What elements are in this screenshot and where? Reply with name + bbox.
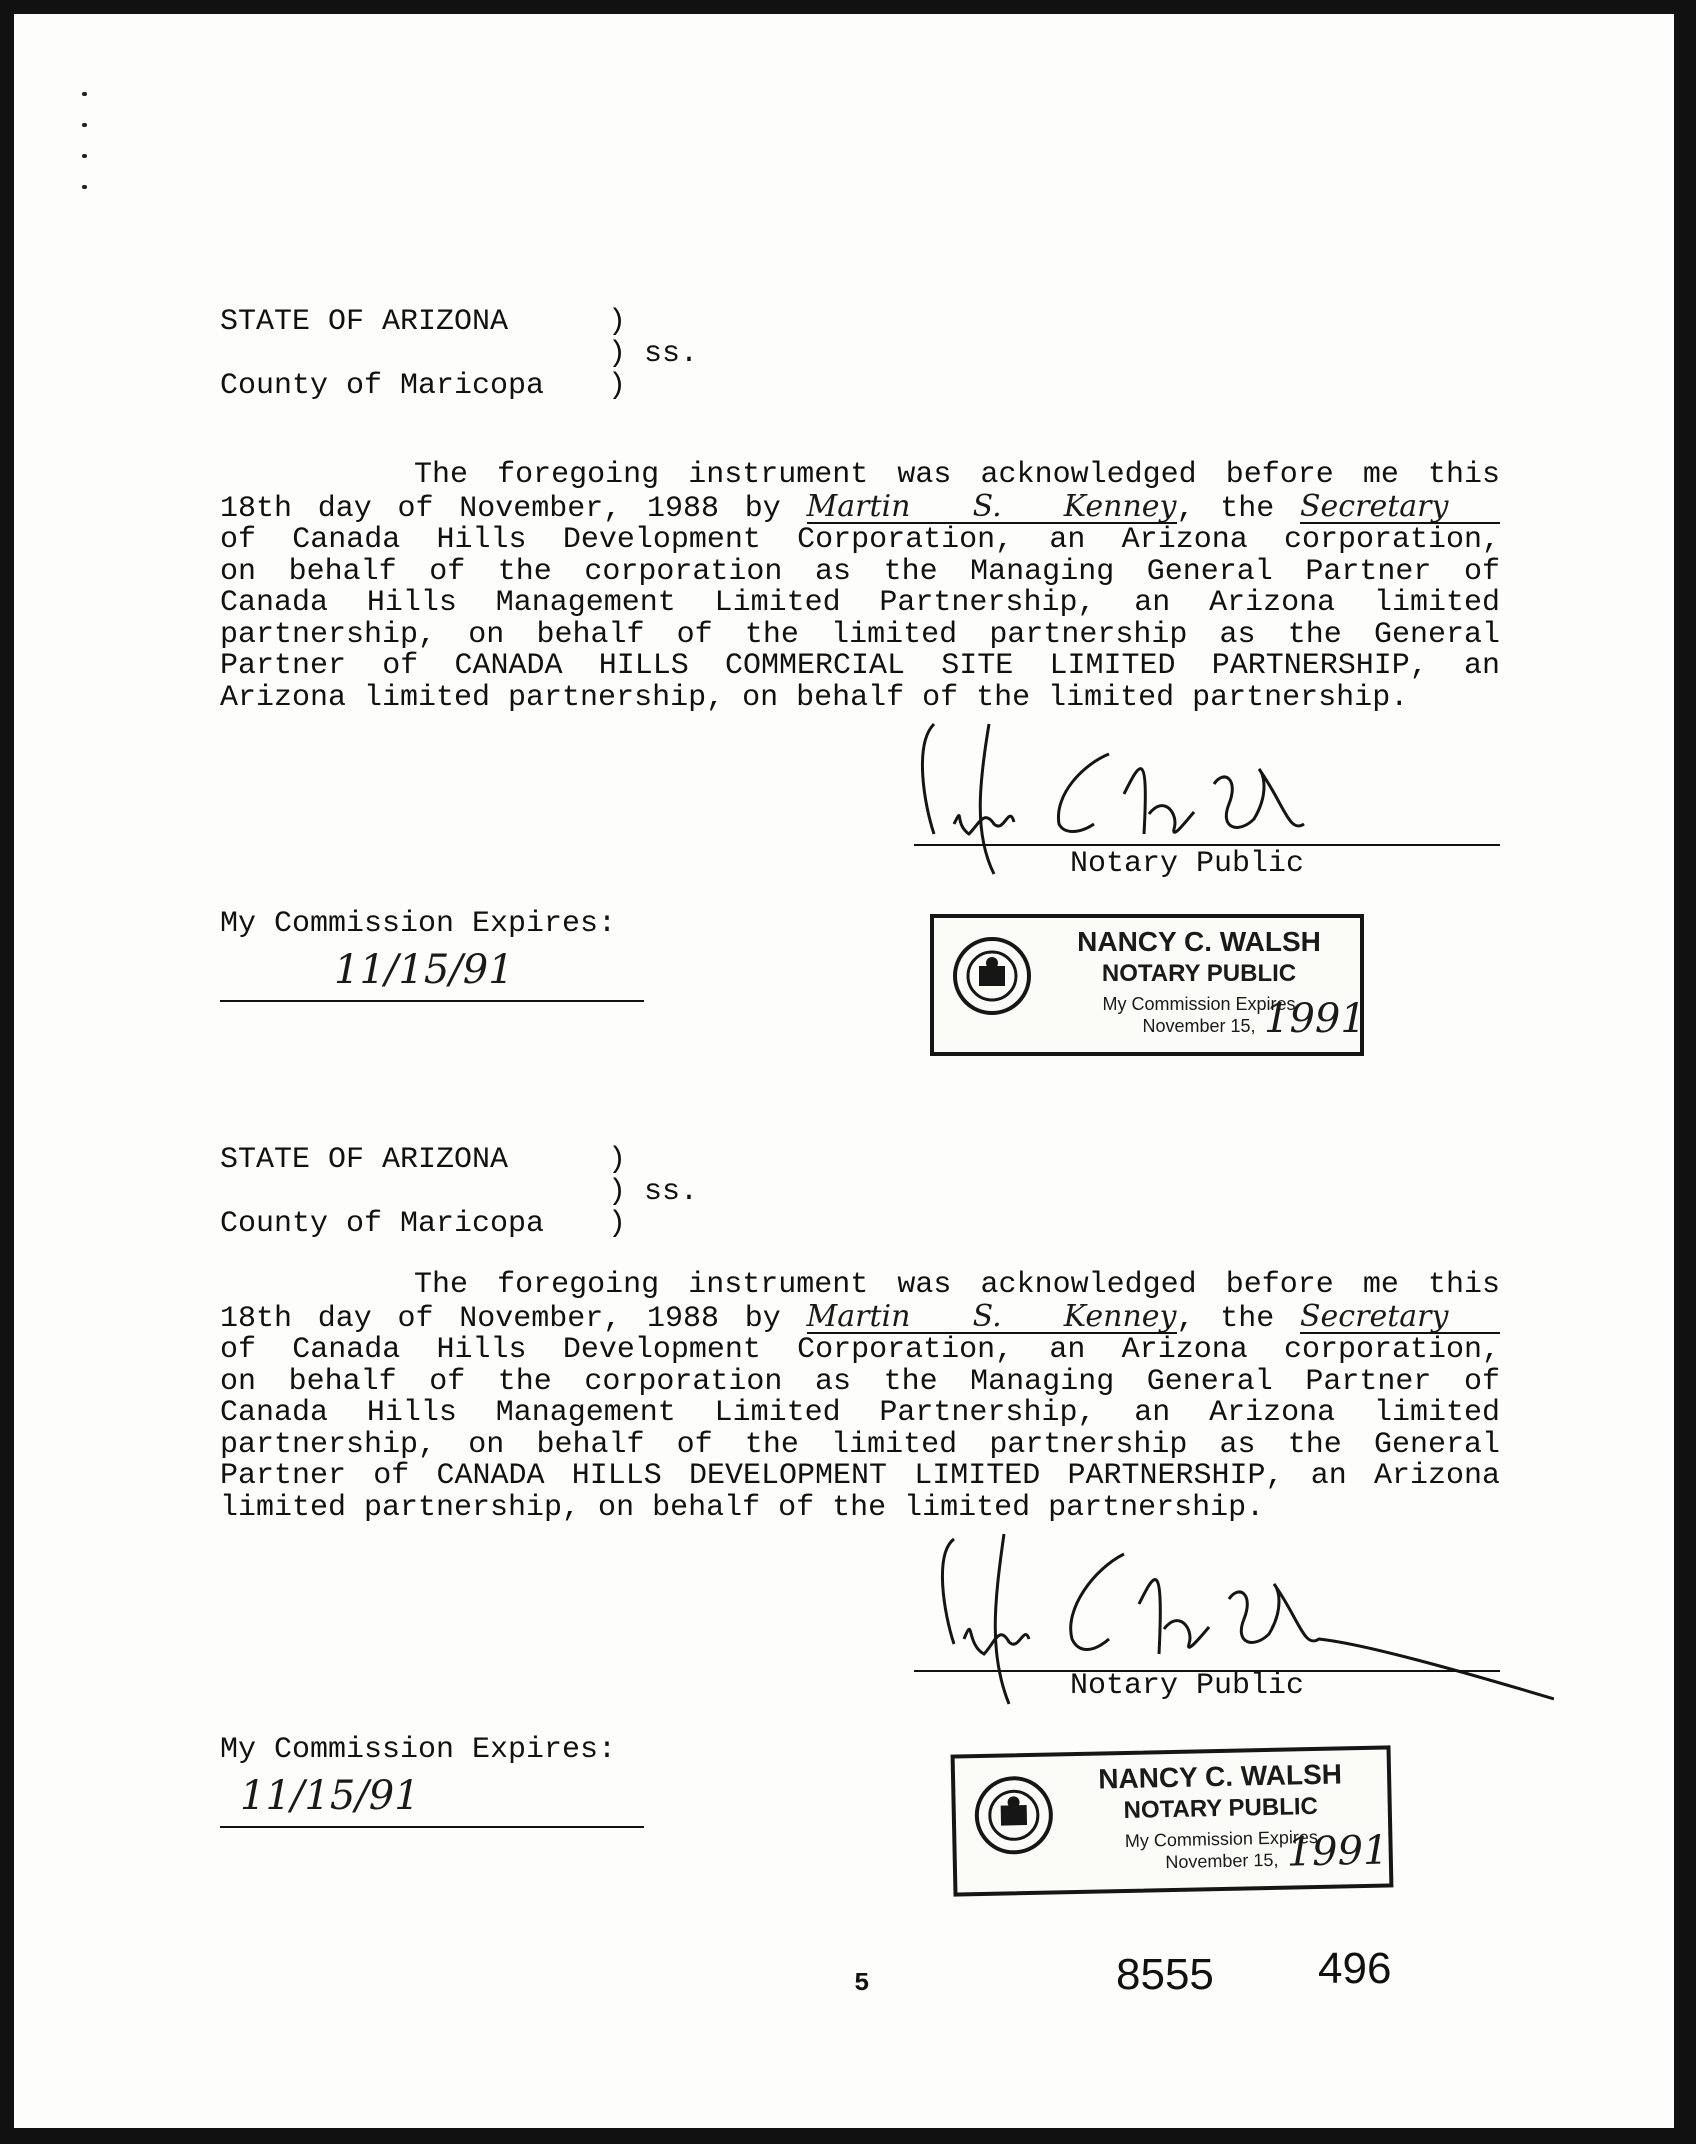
acknowledgment-2: [14, 834, 1674, 1876]
signer-name-field: Martin S. Kenney: [806, 488, 1177, 524]
venue-paren: ): [608, 369, 627, 403]
venue-ss: ) ss.: [608, 337, 699, 371]
commission-expires-label: My Commission Expires:: [220, 1733, 617, 1767]
commission-date: 11/15/91: [240, 1773, 420, 1819]
stamp-name: NANCY C. WALSH: [1077, 926, 1321, 957]
venue-county: County of Maricopa: [220, 1207, 545, 1241]
signer-title-field: Secretary: [1300, 1302, 1500, 1334]
venue-state: STATE OF ARIZONA: [220, 305, 509, 339]
page-number: 5: [854, 1968, 870, 1998]
notary-public-label: Notary Public: [1070, 1669, 1305, 1703]
venue-ss: ) ss.: [608, 1175, 699, 1209]
signer-title-field: Secretary: [1300, 492, 1500, 524]
signer-name-field: Martin S. Kenney: [806, 1298, 1177, 1334]
stamp-date: November 15,: [1142, 1016, 1256, 1036]
stamp-commission: My Commission Expires: [1124, 1826, 1319, 1851]
book-number: 8555: [1116, 1950, 1214, 1999]
notary-seal-icon: [973, 1774, 1055, 1856]
stamp-date: November 15,: [1165, 1849, 1279, 1873]
notary-stamp: [951, 1745, 1394, 1896]
stamp-year: 1991: [1286, 1827, 1389, 1876]
commission-date: 11/15/91: [334, 947, 514, 993]
acknowledgment-text: The foregoing instrument was acknowledged before me this 18th day of November, 1988 by Martin S. Kenney, the Secretary of Canada Hills Development Corporation, an Arizona corporation, on behalf of the corporation as the Managing General Partner of Canada Hills Management Limited Partnership, an Arizona limited partnership, on behalf of the limited partnership as the General Partner of CANADA HILLS COMMERCIAL SITE LIMITED PARTNERSHIP, an Arizona limited partnership, on behalf of the limited partnership.: [220, 458, 1500, 715]
document-page: [14, 14, 1674, 2128]
venue-paren: ): [608, 305, 627, 339]
stamp-year: 1991: [1264, 996, 1366, 1042]
commission-date-line: [220, 1826, 644, 1828]
venue-paren: ): [608, 1143, 627, 1177]
stamp-role: NOTARY PUBLIC: [1123, 1792, 1319, 1825]
stamp-role: NOTARY PUBLIC: [1101, 960, 1297, 987]
commission-expires-label: My Commission Expires:: [220, 907, 617, 941]
venue-county: County of Maricopa: [220, 369, 545, 403]
stamp-name: NANCY C. WALSH: [1097, 1758, 1343, 1795]
notary-public-label: Notary Public: [1070, 847, 1305, 881]
venue-paren: ): [608, 1207, 627, 1241]
venue-state: STATE OF ARIZONA: [220, 1143, 509, 1177]
book-page-number: 496: [1318, 1944, 1392, 1993]
stamp-commission: My Commission Expires: [1102, 994, 1296, 1014]
acknowledgment-text: The foregoing instrument was acknowledged before me this 18th day of November, 1988 by Martin S. Kenney, the Secretary of Canada Hills Development Corporation, an Arizona corporation, on behalf of the corporation as the Managing General Partner of Canada Hills Management Limited Partnership, an Arizona limited partnership, on behalf of the limited partnership as the General Partner of CANADA HILLS DEVELOPMENT LIMITED PARTNERSHIP, an Arizona limited partnership, on behalf of the limited partnership.: [220, 1268, 1500, 1525]
